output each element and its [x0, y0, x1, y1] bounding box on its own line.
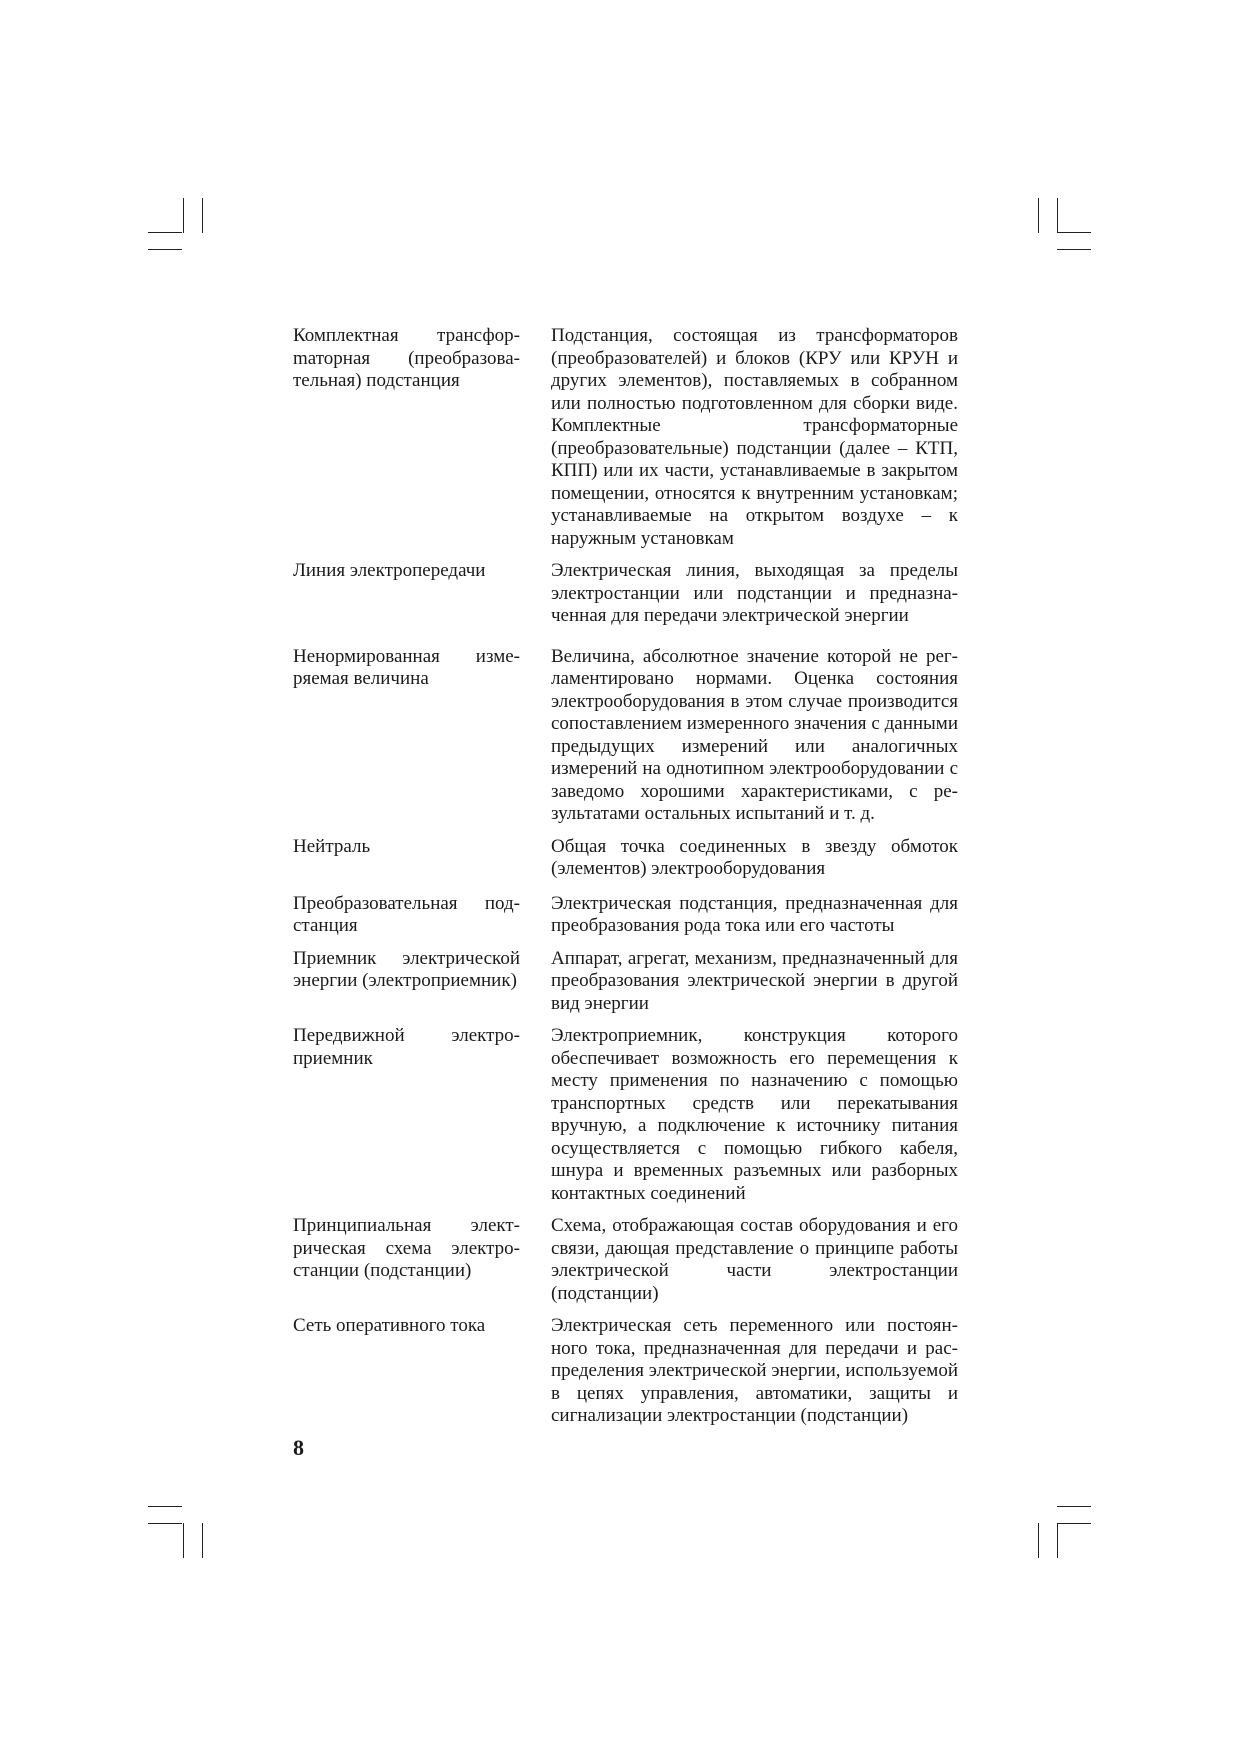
glossary-definition: Общая точка соединенных в звезду обмоток (элементов) электрооборудования	[551, 835, 958, 879]
crop-mark-bottom-right-h	[1057, 1506, 1091, 1507]
glossary-term: Комплектная трансфорmаторная (преобразовательная) подстанция	[293, 325, 520, 391]
glossary-entry	[293, 325, 958, 550]
glossary-entry	[293, 560, 958, 628]
glossary-term: Линия электропередачи	[293, 560, 486, 581]
glossary-definition: Электрическая линия, выходящая за пределы электростанции или подстанции и предназначенная для передачи электрической энергии	[551, 560, 958, 626]
crop-mark-bottom-right-h2	[1057, 1523, 1091, 1524]
crop-mark-top-right-h	[1057, 232, 1091, 233]
glossary-definition: Электроприемник, конструкция которого обеспечивает возможность его перемещения к месту применения по назначению с помощью транспортных средств или перекатывания вручную, а подключение к источнику питания осуществляется с помощью гибкого кабеля, шнура и временных разъемных или разборных контактных соединений	[551, 1025, 958, 1204]
glossary-term: Передвижной электроприемник	[293, 1025, 520, 1069]
crop-mark-top-right-v2	[1057, 198, 1058, 233]
glossary-definition: Подстанция, состоящая из трансформаторов (преобразователей) и блоков (КРУ или КРУН и других элементов), поставляемых в собранном или полностью подготовленном для сборки виде. Комплектные трансформаторные (преобразовательные) подстанции (далее – КТП, КПП) или их части, устанавливаемые в закрытом помещении, относятся к внутренним установкам; устанавливаемые на открытом воздухе – к наружным установкам	[551, 325, 958, 549]
glossary-term: Приемник электрической энергии (электроприемник)	[293, 947, 520, 991]
glossary-term: Принципиальная электрическая схема электростанции (подстанции)	[293, 1215, 520, 1281]
glossary-term: Ненормированная измеряемая величина	[293, 645, 520, 689]
crop-mark-bottom-left-v2	[202, 1523, 203, 1558]
glossary-entry	[293, 646, 958, 826]
glossary-definition: Электрическая подстанция, предназначенная для преобразования рода тока или его частоты	[551, 892, 958, 936]
crop-mark-top-left-h2	[148, 249, 182, 250]
glossary-definition: Величина, абсолютное значение которой не регламентировано нормами. Оценка состояния электрооборудования в этом случае производится сопоставлением измеренного значения с данными предыдущих измерений или аналогичных измерений на однотипном электрооборудовании с заведомо хорошими характеристиками, с результатами остальных испытаний и т. д.	[551, 645, 958, 824]
glossary-term: Преобразовательная подстанция	[293, 892, 520, 936]
page-number: 8	[293, 1435, 304, 1460]
glossary-term: Сеть оперативного тока	[293, 1315, 486, 1336]
crop-mark-top-left-v	[183, 198, 184, 233]
glossary-term: Нейтраль	[293, 835, 371, 857]
crop-mark-top-left-v2	[202, 198, 203, 233]
crop-mark-top-right-v	[1038, 198, 1039, 233]
glossary-entry	[293, 948, 958, 1016]
crop-mark-bottom-left-h	[148, 1506, 182, 1507]
crop-mark-top-right-h2	[1057, 249, 1091, 250]
crop-mark-bottom-right-v2	[1057, 1523, 1058, 1558]
glossary-entry	[293, 1315, 958, 1428]
glossary-definition: Схема, отображающая состав оборудования и его связи, дающая представление о принципе работы электрической части электростанции (подстанции)	[551, 1215, 958, 1304]
crop-mark-top-left-h	[148, 232, 182, 233]
glossary-table	[293, 325, 958, 1428]
glossary-entry	[293, 1215, 958, 1305]
crop-mark-bottom-left-v	[183, 1523, 184, 1558]
crop-mark-bottom-right-v	[1038, 1523, 1039, 1558]
glossary-entry	[293, 1025, 958, 1205]
glossary-entry	[293, 893, 958, 938]
glossary-definition: Электрическая сеть переменного или постоянного тока, предназначенная для передачи и распределения электрической энергии, используемой в цепях управления, автоматики, защиты и сигнализации электростанции (подстанции)	[551, 1315, 958, 1426]
glossary-definition: Аппарат, агрегат, механизм, предназначенный для преобразования электрической энергии в другой вид энергии	[551, 947, 958, 1014]
crop-mark-bottom-left-h2	[148, 1523, 182, 1524]
glossary-entry	[293, 836, 958, 881]
